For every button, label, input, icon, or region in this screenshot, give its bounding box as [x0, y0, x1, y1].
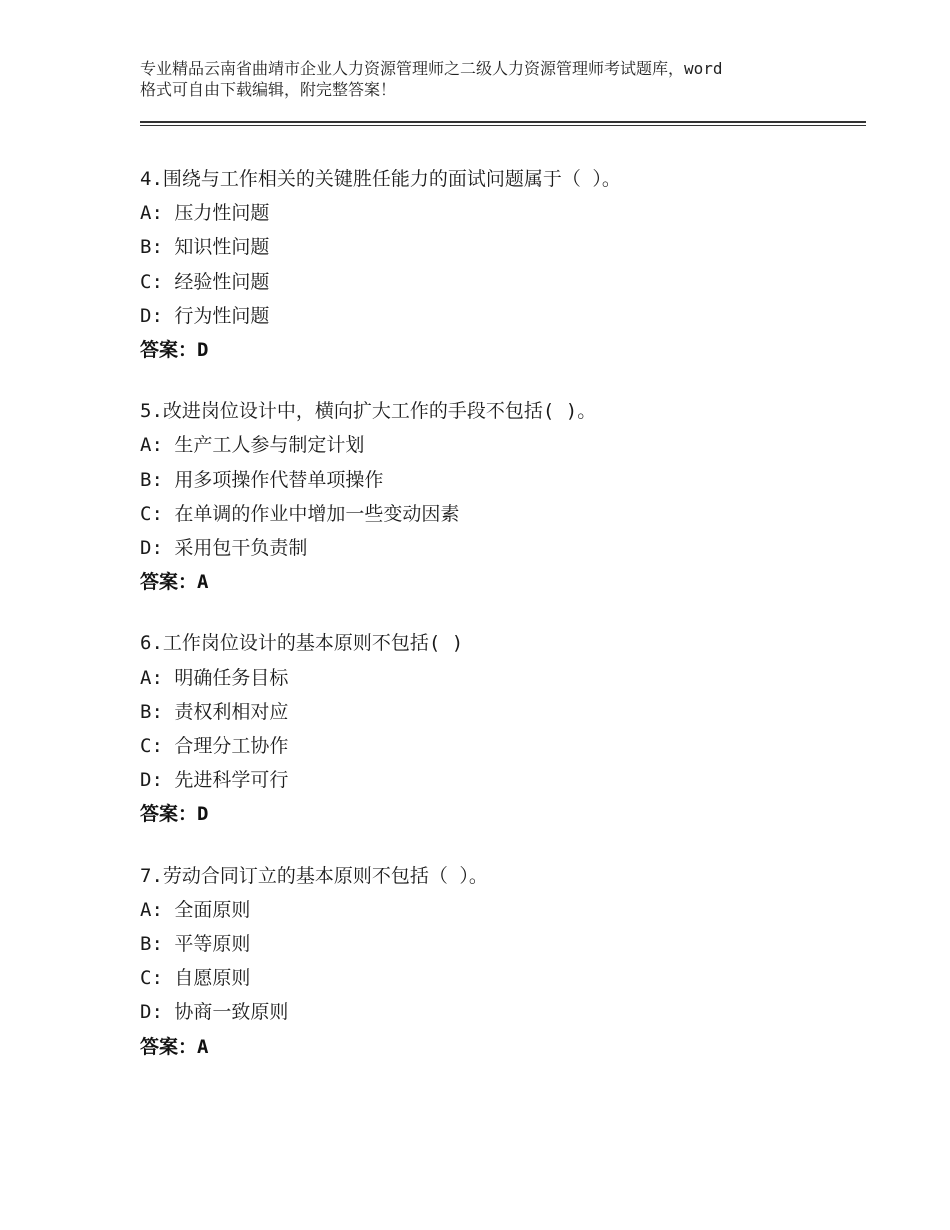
option-c: C: 经验性问题: [140, 270, 270, 293]
question-block: [140, 162, 860, 367]
option-a: A: 压力性问题: [140, 202, 270, 225]
document-header: [140, 58, 840, 100]
question-text: 5.改进岗位设计中，横向扩大工作的手段不包括( )。: [140, 400, 597, 423]
answer-label: 答案：D: [140, 803, 209, 826]
option-d: D: 行为性问题: [140, 304, 270, 327]
question-text: 4.围绕与工作相关的关键胜任能力的面试问题属于（ ）。: [140, 168, 621, 190]
option-d: D: 先进科学可行: [140, 769, 289, 792]
option-a: A: 明确任务目标: [140, 666, 289, 689]
option-b: B: 用多项操作代替单项操作: [140, 468, 384, 491]
answer-label: 答案：D: [140, 339, 209, 362]
question-block: [140, 394, 860, 599]
answer-label: 答案：A: [140, 571, 209, 594]
option-d: D: 采用包干负责制: [140, 537, 308, 560]
header-line-1: 专业精品云南省曲靖市企业人力资源管理师之二级人力资源管理师考试题库，word: [140, 59, 723, 78]
question-block: [140, 859, 860, 1064]
question-block: [140, 626, 860, 831]
header-divider-thick: [140, 121, 866, 123]
header-divider-thin: [140, 125, 866, 126]
option-c: C: 自愿原则: [140, 967, 251, 990]
question-text: 7.劳动合同订立的基本原则不包括（ ）。: [140, 864, 488, 887]
option-a: A: 生产工人参与制定计划: [140, 434, 365, 457]
question-list: [140, 162, 860, 1091]
option-b: B: 责权利相对应: [140, 700, 289, 723]
answer-label: 答案：A: [140, 1035, 209, 1058]
option-c: C: 在单调的作业中增加一些变动因素: [140, 502, 460, 525]
option-d: D: 协商一致原则: [140, 1001, 289, 1024]
question-text: 6.工作岗位设计的基本原则不包括( ): [140, 632, 464, 655]
option-c: C: 合理分工协作: [140, 735, 289, 758]
header-line-2: 格式可自由下载编辑，附完整答案！: [140, 80, 397, 99]
option-a: A: 全面原则: [140, 898, 251, 921]
option-b: B: 知识性问题: [140, 236, 270, 259]
option-b: B: 平等原则: [140, 933, 251, 956]
